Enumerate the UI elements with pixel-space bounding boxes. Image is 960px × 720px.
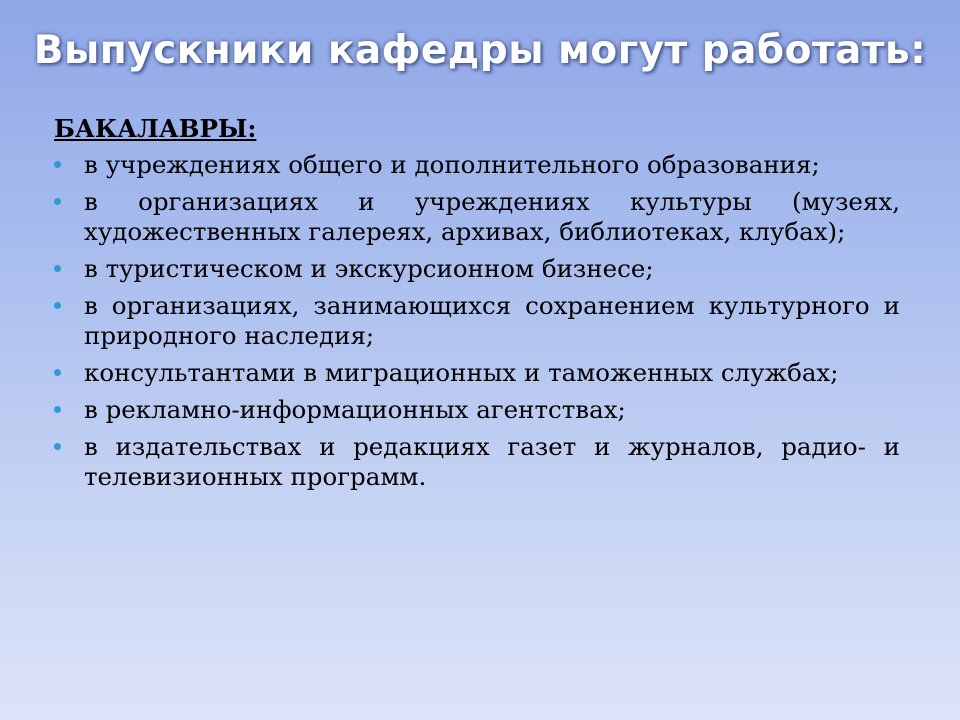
list-item-text: консультантами в миграционных и таможенных службах; <box>84 358 839 387</box>
list-item <box>52 187 900 247</box>
list-item <box>52 358 900 388</box>
list-item-text: в организациях и учреждениях культуры (музеях, художественных галереях, архивах, библиотеках, клубах); <box>84 187 900 246</box>
list-item-text: в туристическом и экскурсионном бизнесе; <box>84 254 654 283</box>
slide-content <box>52 114 900 499</box>
section-heading: БАКАЛАВРЫ: <box>54 114 257 143</box>
bullet-dot-icon <box>54 302 61 309</box>
list-item-text: в издательствах и редакциях газет и журналов, радио- и телевизионных программ. <box>84 432 900 491</box>
list-item <box>52 291 900 351</box>
bullet-dot-icon <box>54 265 61 272</box>
slide-title: Выпускники кафедры могут работать: <box>33 28 927 73</box>
bullet-dot-icon <box>54 198 61 205</box>
bullet-dot-icon <box>54 161 61 168</box>
bullet-dot-icon <box>54 443 61 450</box>
bullet-dot-icon <box>54 406 61 413</box>
list-item-text: в организациях, занимающихся сохранением культурного и природного наследия; <box>84 291 900 350</box>
career-list <box>52 150 900 492</box>
list-item <box>52 432 900 492</box>
list-item-text: в рекламно-информационных агентствах; <box>84 395 626 424</box>
bullet-dot-icon <box>54 369 61 376</box>
list-item <box>52 395 900 425</box>
list-item-text: в учреждениях общего и дополнительного образования; <box>84 150 820 179</box>
list-item <box>52 150 900 180</box>
list-item <box>52 254 900 284</box>
